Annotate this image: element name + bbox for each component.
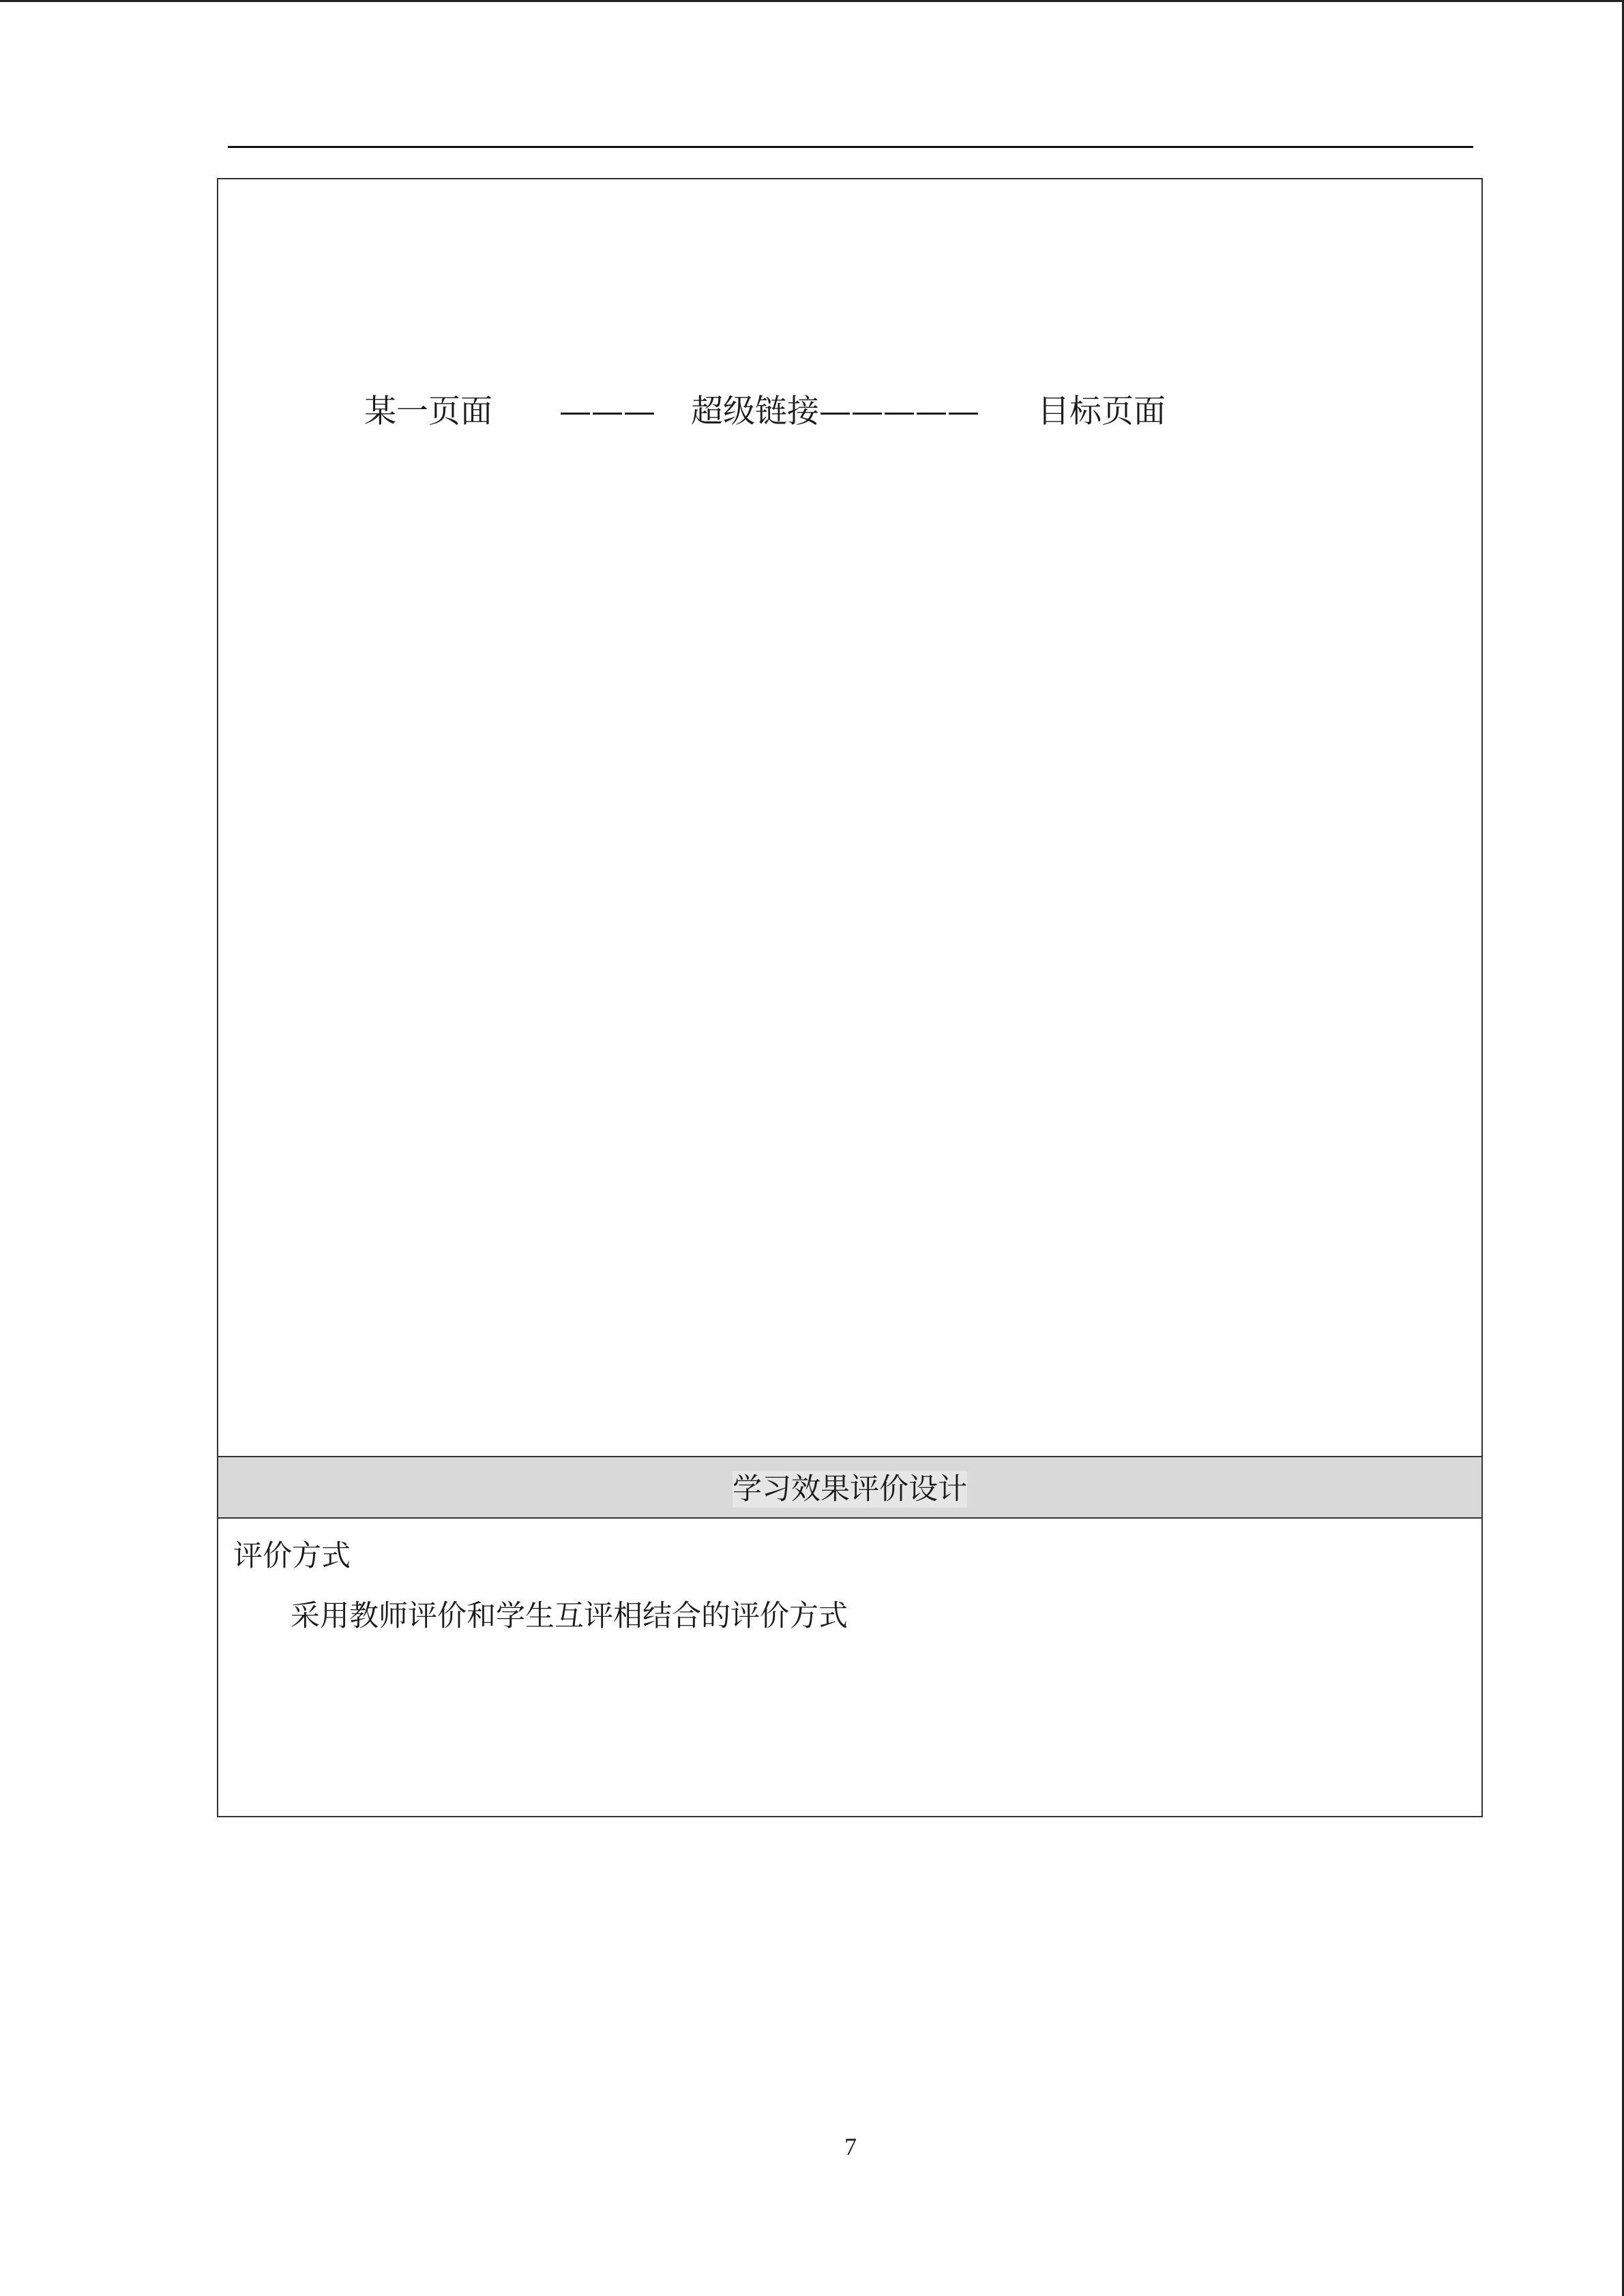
page-border-top	[0, 0, 1624, 2]
target-page-label: 目标页面	[1037, 393, 1166, 430]
connector-dashes: ———	[559, 393, 655, 430]
evaluation-cell	[218, 1519, 1481, 1817]
evaluation-method-text: 采用教师评价和学生互评相结合的评价方式	[291, 1599, 848, 1633]
header-rule	[228, 146, 1473, 148]
hyperlink-label: 超级链接—————	[691, 393, 979, 430]
source-page-label: 某一页面	[364, 393, 492, 430]
page-number: 7	[844, 2133, 857, 2160]
lesson-table	[217, 178, 1483, 1817]
section-title: 学习效果评价设计	[733, 1472, 967, 1506]
diagram-cell	[218, 179, 1481, 1457]
evaluation-method-label: 评价方式	[233, 1539, 351, 1573]
section-header-cell	[218, 1457, 1481, 1519]
